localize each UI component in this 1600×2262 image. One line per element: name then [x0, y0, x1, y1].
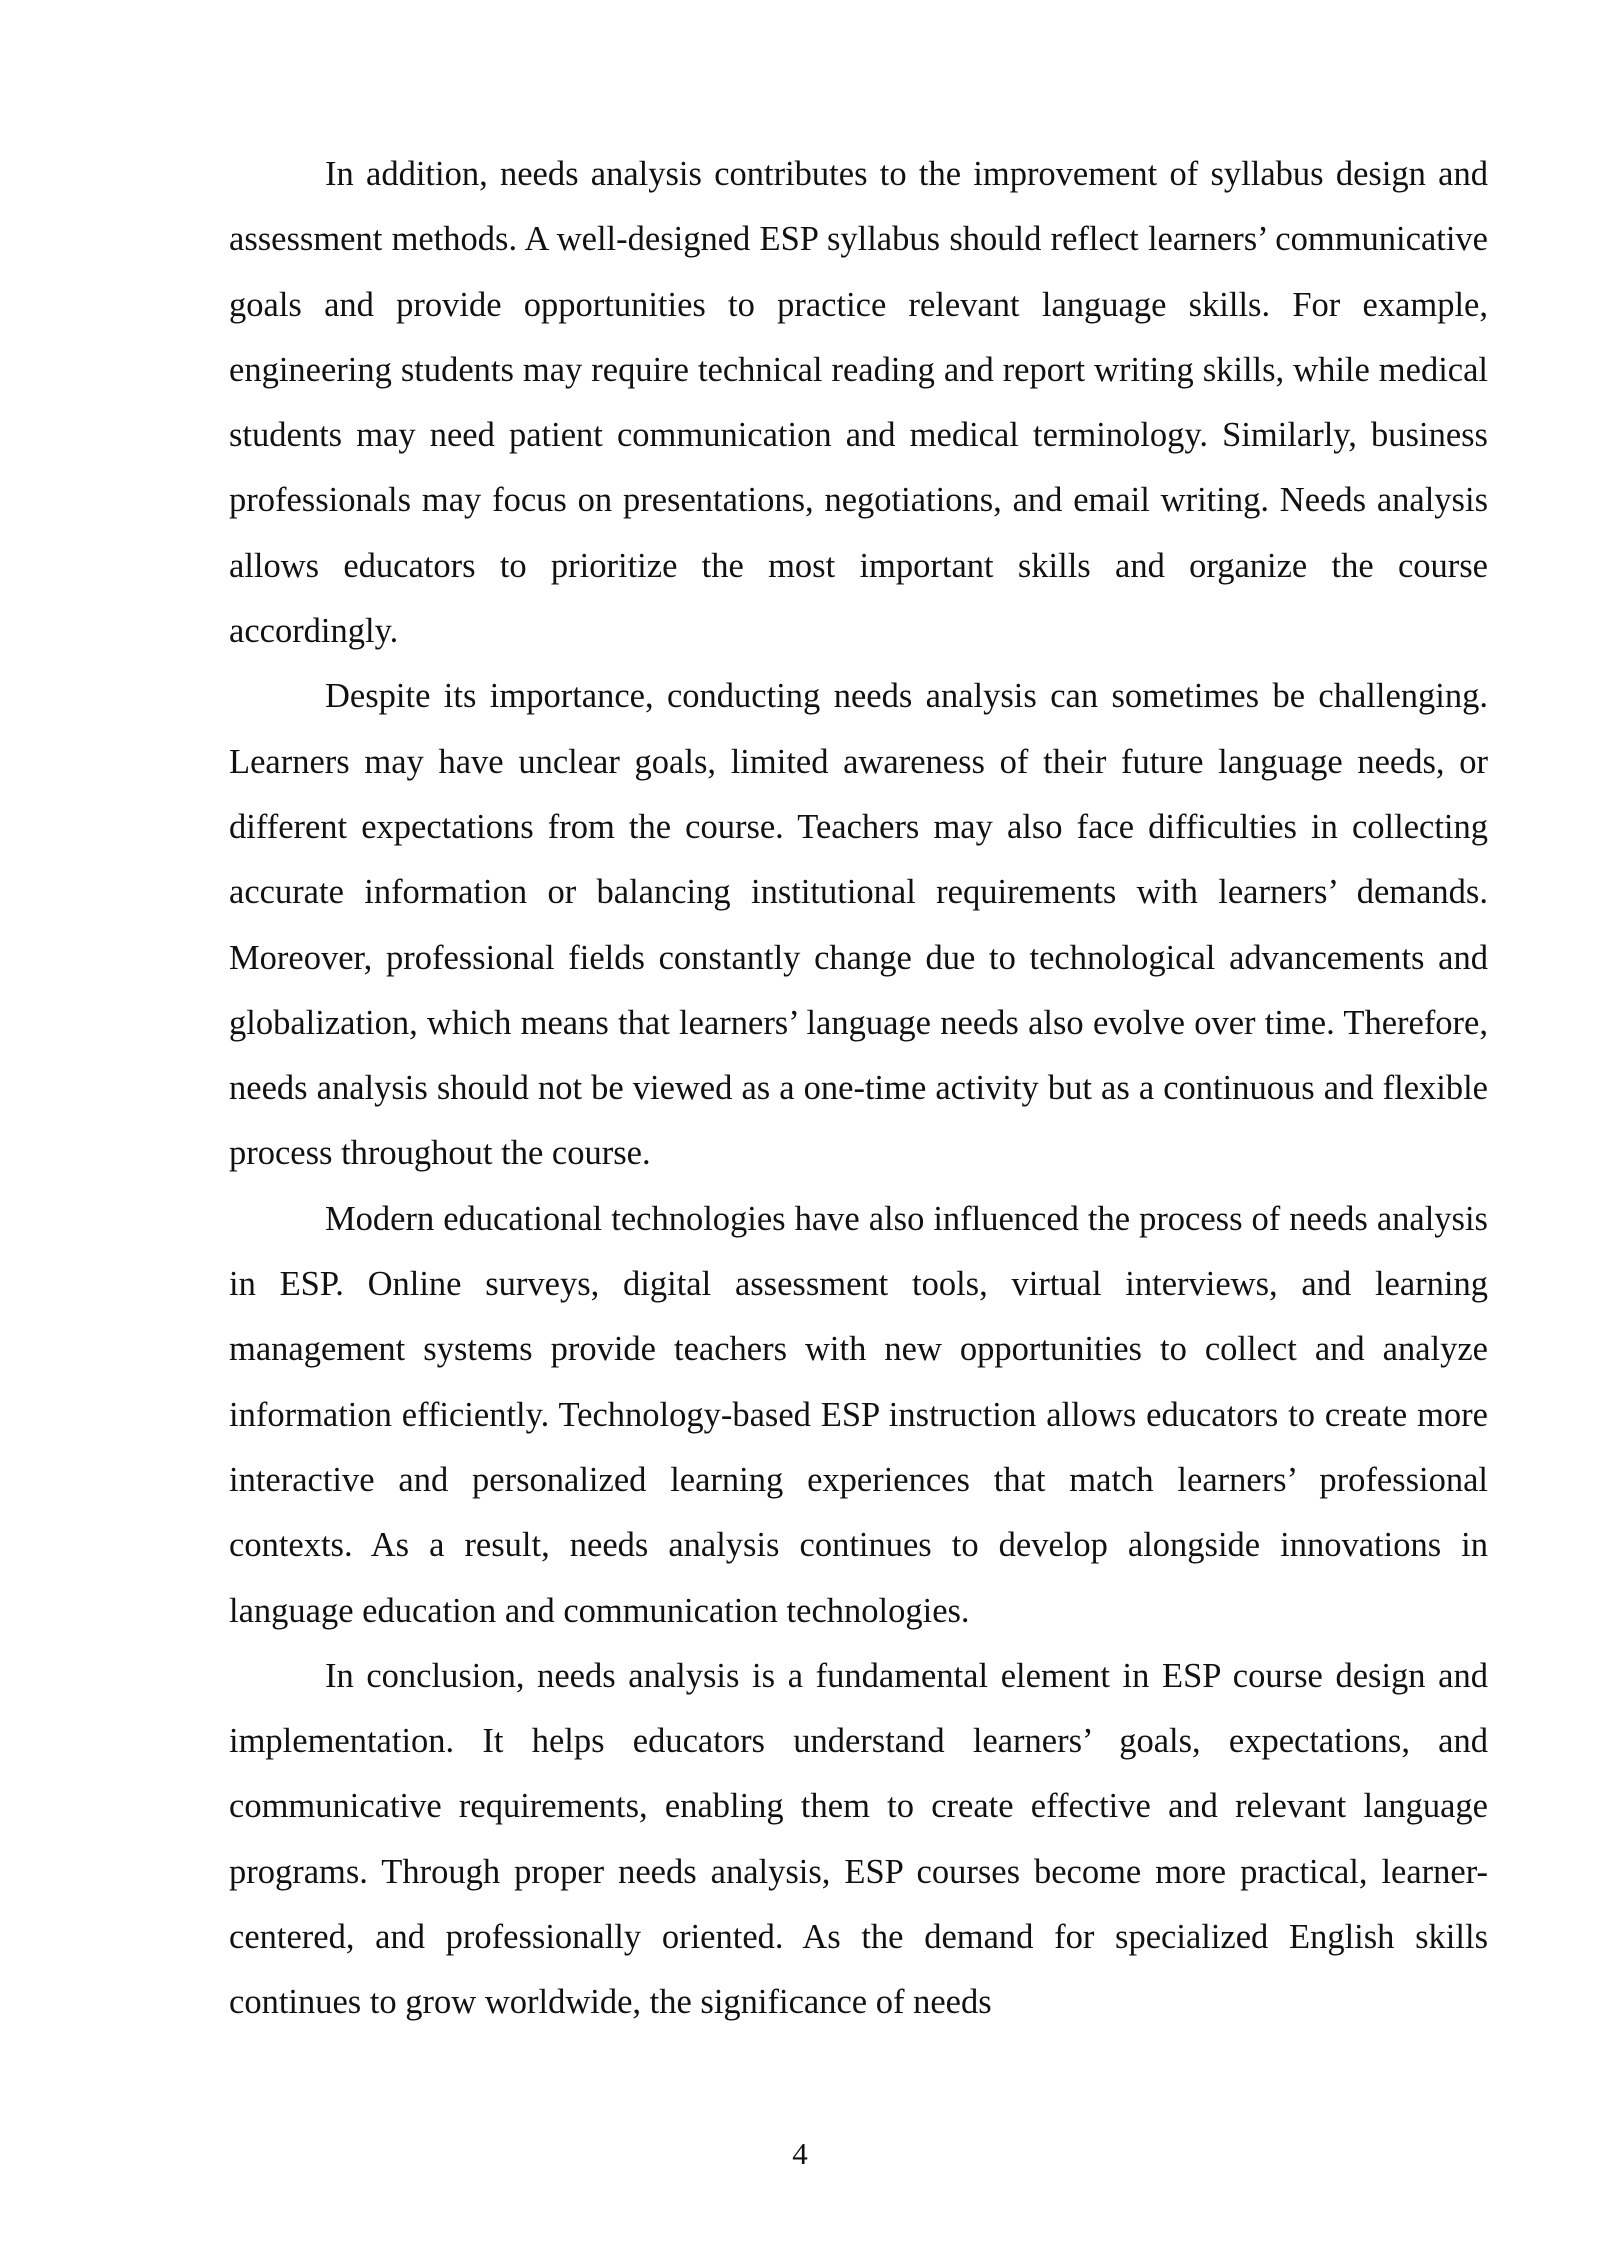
- paragraph-conclusion: In conclusion, needs analysis is a fundamental element in ESP course design and implementation. It helps educators understand learners’ goals, expectations, and communicative requirements, enabling them to create effective and relevant language programs. Through proper needs analysis, ESP courses become more practical, learner-centered, and professionally oriented. As the demand for specialized English skills continues to grow worldwide, the significance of needs: [229, 1656, 1488, 2022]
- paragraph-syllabus-design: In addition, needs analysis contributes to the improvement of syllabus design and assessment methods. A well-designed ESP syllabus should reflect learners’ communicative goals and provide opportunities to practice relevant language skills. For example, engineering students may require technical reading and report writing skills, while medical students may need patient communication and medical terminology. Similarly, business professionals may focus on presentations, negotiations, and email writing. Needs analysis allows educators to prioritize the most important skills and organize the course accordingly.: [229, 155, 1488, 651]
- page-number: 4: [792, 2136, 808, 2171]
- paragraph-technologies: Modern educational technologies have also influenced the process of needs analysis in ESP. Online surveys, digital assessment tools, virtual interviews, and learning management systems provide teachers with new opportunities to collect and analyze information efficiently. Technology-based ESP instruction allows educators to create more interactive and personalized learning experiences that match learners’ professional contexts. As a result, needs analysis continues to develop alongside innovations in language education and communication technologies.: [229, 1199, 1488, 1630]
- body-text: [229, 142, 1488, 2036]
- paragraph-challenges: Despite its importance, conducting needs analysis can sometimes be challenging. Learners may have unclear goals, limited awareness of their future language needs, or different expectations from the course. Teachers may also face difficulties in collecting accurate information or balancing institutional requirements with learners’ demands. Moreover, professional fields constantly change due to technological advancements and globalization, which means that learners’ language needs also evolve over time. Therefore, needs analysis should not be viewed as a one-time activity but as a continuous and flexible process throughout the course.: [229, 677, 1488, 1173]
